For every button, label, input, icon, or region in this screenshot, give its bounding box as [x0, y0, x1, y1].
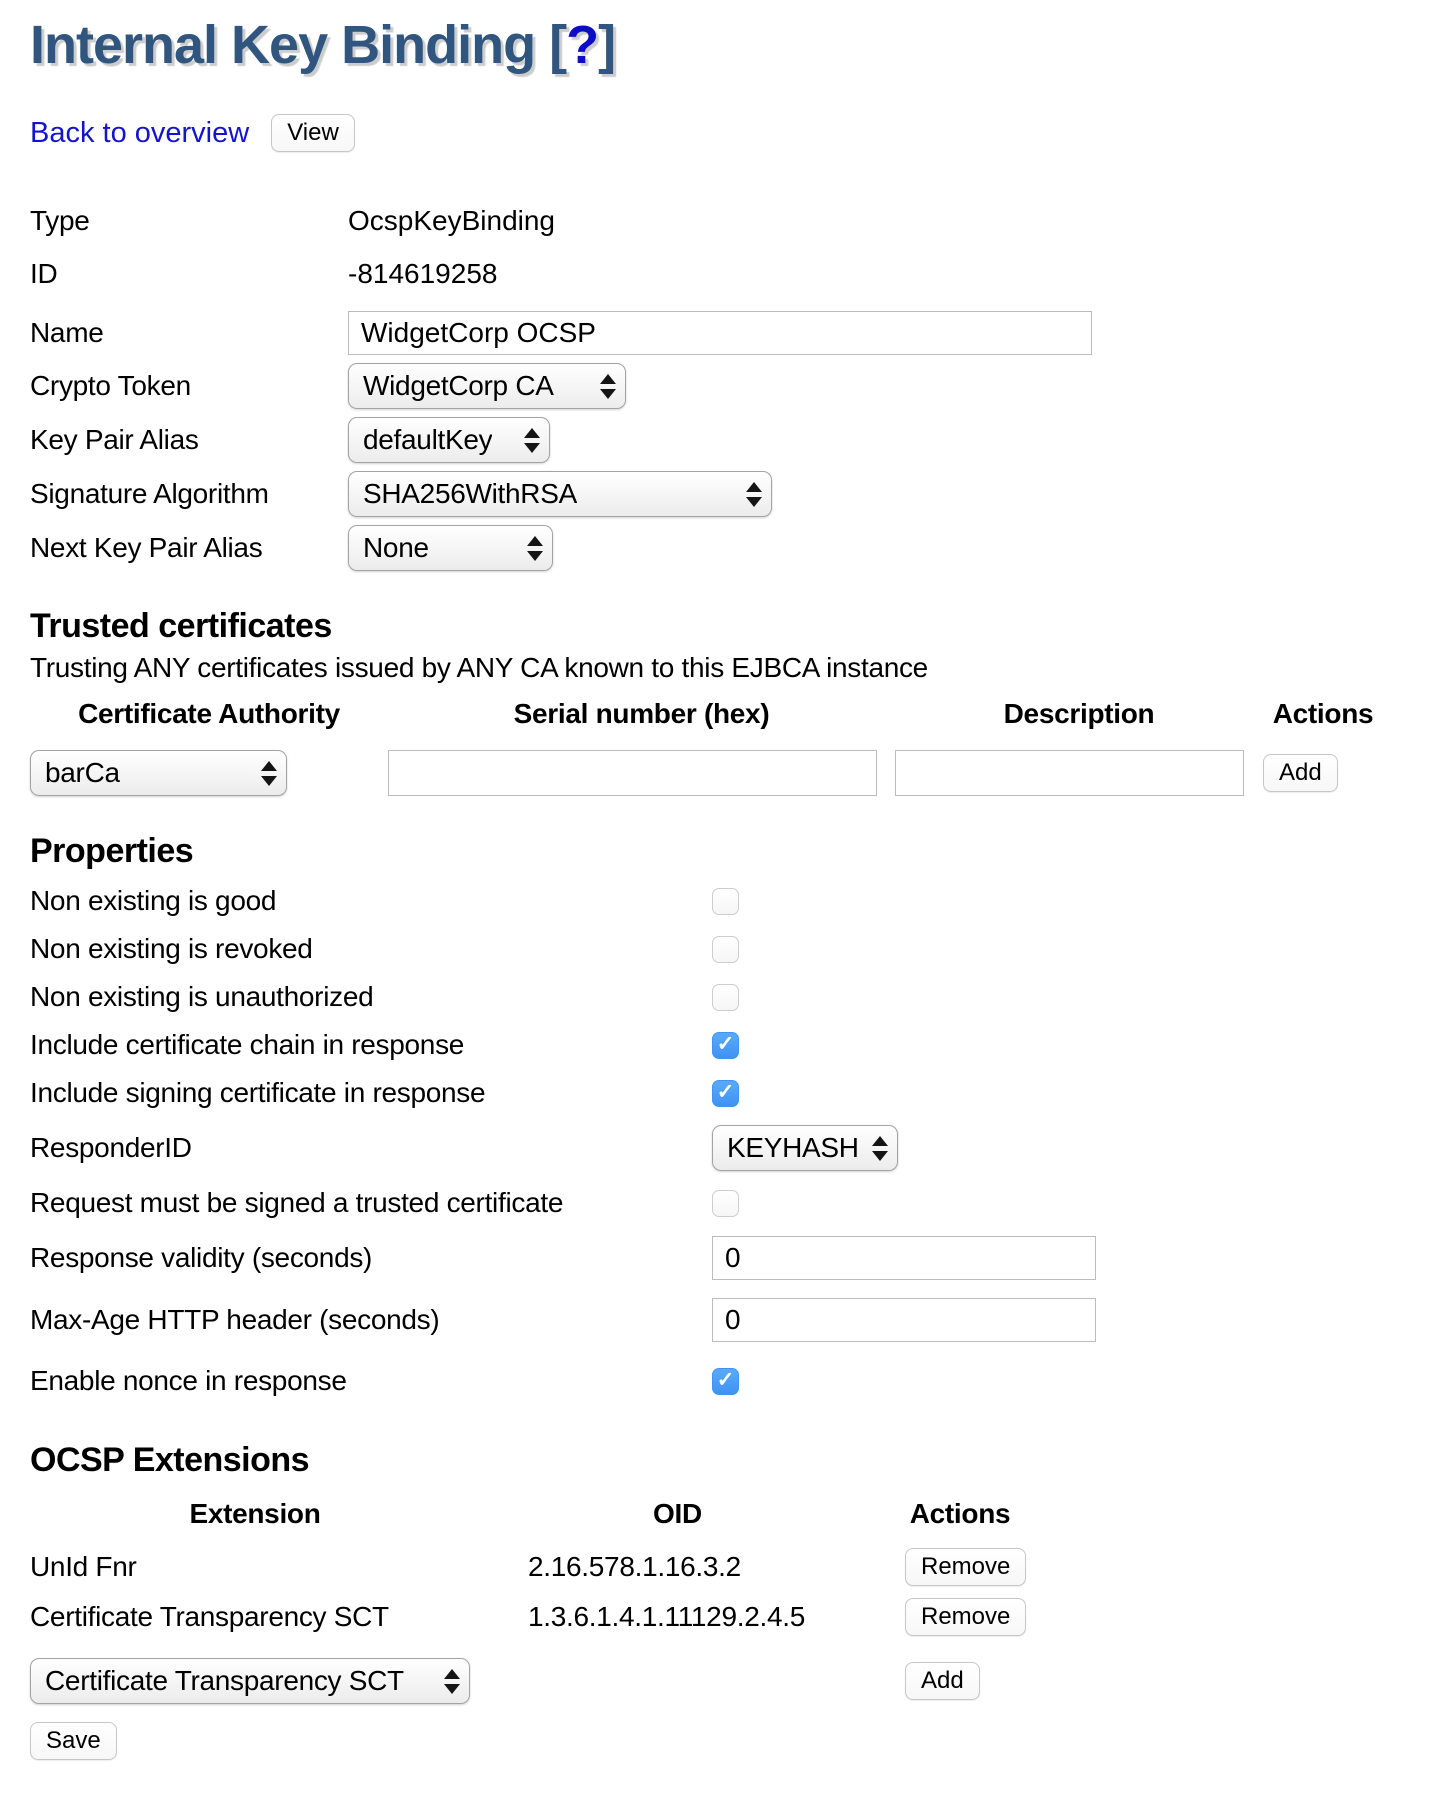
ocsp-extensions-table-header: [30, 1498, 1452, 1530]
name-input[interactable]: [348, 311, 1092, 355]
non-existing-good-checkbox[interactable]: [712, 888, 739, 915]
next-key-pair-alias-label: Next Key Pair Alias: [30, 532, 263, 563]
max-age-input[interactable]: [712, 1298, 1096, 1342]
next-key-pair-alias-select[interactable]: [348, 525, 553, 571]
select-arrows-icon: [524, 428, 540, 453]
trusted-certificates-heading: Trusted certificates: [30, 607, 332, 645]
add-extension-button[interactable]: Add: [905, 1662, 980, 1700]
crypto-token-row: [30, 363, 1452, 409]
key-pair-alias-row: [30, 417, 1452, 463]
help-bracket-close: ]: [598, 15, 616, 75]
include-chain-checkbox[interactable]: [712, 1032, 739, 1059]
col-description: Description: [1003, 698, 1155, 729]
help-brackets: [549, 15, 615, 75]
description-cell: [895, 750, 1263, 796]
max-age-label: Max-Age HTTP header (seconds): [30, 1304, 440, 1335]
key-binding-details: [30, 198, 1452, 571]
certificate-authority-select[interactable]: [30, 750, 287, 796]
property-row: [30, 1227, 1452, 1289]
ocsp-extension-add-row: [30, 1656, 1452, 1706]
extension-name: UnId Fnr: [30, 1551, 137, 1582]
trusted-certificates-note: Trusting ANY certificates issued by ANY CA known to this EJBCA instance: [30, 652, 928, 683]
crypto-token-select[interactable]: [348, 363, 626, 409]
view-button[interactable]: View: [271, 114, 355, 152]
trusted-certificate-add-row: [30, 750, 1452, 796]
select-arrows-icon: [444, 1669, 460, 1694]
type-row: [30, 198, 1452, 243]
enable-nonce-label: Enable nonce in response: [30, 1365, 347, 1396]
key-pair-alias-label: Key Pair Alias: [30, 424, 199, 455]
non-existing-revoked-checkbox[interactable]: [712, 936, 739, 963]
property-row: [30, 1117, 1452, 1179]
ocsp-extensions-heading: OCSP Extensions: [30, 1441, 310, 1479]
signature-algorithm-select-value: SHA256WithRSA: [363, 478, 577, 509]
property-row: [30, 1069, 1452, 1117]
actions-cell: [1263, 754, 1383, 792]
property-row: [30, 1021, 1452, 1069]
description-input[interactable]: [895, 750, 1244, 796]
col-certificate-authority: Certificate Authority: [78, 698, 340, 729]
save-button[interactable]: Save: [30, 1722, 117, 1760]
ocsp-extension-row: [30, 1542, 1452, 1592]
next-key-pair-alias-select-value: None: [363, 532, 429, 563]
col-extension: Extension: [189, 1498, 321, 1529]
certificate-authority-cell: [30, 750, 388, 796]
properties-list: [30, 877, 1452, 1405]
col-oid: OID: [653, 1498, 702, 1529]
non-existing-unauthorized-checkbox[interactable]: [712, 984, 739, 1011]
response-validity-label: Response validity (seconds): [30, 1242, 373, 1273]
page-title: [30, 14, 1452, 76]
col-actions: Actions: [1272, 698, 1374, 729]
enable-nonce-checkbox[interactable]: [712, 1368, 739, 1395]
type-label: Type: [30, 204, 90, 236]
id-value: -814619258: [348, 257, 498, 289]
key-pair-alias-select[interactable]: [348, 417, 550, 463]
responder-id-select[interactable]: [712, 1125, 898, 1171]
id-label: ID: [30, 257, 58, 289]
responder-id-label: ResponderID: [30, 1132, 192, 1163]
require-signed-request-checkbox[interactable]: [712, 1190, 739, 1217]
extension-actions-cell: [875, 1548, 1045, 1586]
property-row: [30, 1289, 1452, 1351]
select-arrows-icon: [261, 761, 277, 786]
properties-heading: Properties: [30, 832, 194, 870]
property-row: [30, 1179, 1452, 1227]
extension-actions-cell: [875, 1662, 1045, 1700]
extension-oid: 2.16.578.1.16.3.2: [528, 1551, 741, 1582]
help-link[interactable]: ?: [566, 15, 599, 75]
trusted-certificates-table-header: [30, 698, 1452, 730]
crypto-token-label: Crypto Token: [30, 370, 191, 401]
help-bracket-open: [: [549, 15, 567, 75]
remove-extension-button[interactable]: Remove: [905, 1598, 1026, 1636]
signature-algorithm-label: Signature Algorithm: [30, 478, 269, 509]
col-serial-number: Serial number (hex): [513, 698, 770, 729]
back-to-overview-link[interactable]: Back to overview: [30, 116, 250, 149]
include-signing-cert-label: Include signing certificate in response: [30, 1077, 486, 1108]
name-label: Name: [30, 316, 104, 348]
non-existing-good-label: Non existing is good: [30, 885, 277, 916]
require-signed-request-label: Request must be signed a trusted certificate: [30, 1187, 564, 1218]
extension-select-cell: [30, 1658, 480, 1704]
col-extension-actions: Actions: [909, 1498, 1011, 1529]
page-title-text: Internal Key Binding: [30, 15, 536, 75]
serial-number-cell: [388, 750, 895, 796]
remove-extension-button[interactable]: Remove: [905, 1548, 1026, 1586]
serial-number-input[interactable]: [388, 750, 877, 796]
certificate-authority-select-value: barCa: [45, 757, 120, 788]
property-row: [30, 877, 1452, 925]
signature-algorithm-select[interactable]: [348, 471, 772, 517]
name-row: [30, 310, 1452, 355]
extension-select-value: Certificate Transparency SCT: [45, 1665, 404, 1696]
property-row: [30, 1357, 1452, 1405]
id-row: [30, 251, 1452, 296]
extension-actions-cell: [875, 1598, 1045, 1636]
property-row: [30, 925, 1452, 973]
response-validity-input[interactable]: [712, 1236, 1096, 1280]
key-pair-alias-select-value: defaultKey: [363, 424, 493, 455]
extension-oid: 1.3.6.1.4.1.11129.2.4.5: [528, 1601, 805, 1632]
ocsp-extension-row: [30, 1592, 1452, 1642]
select-arrows-icon: [872, 1136, 888, 1161]
crypto-token-select-value: WidgetCorp CA: [363, 370, 554, 401]
save-row: [30, 1722, 1452, 1760]
responder-id-select-value: KEYHASH: [727, 1132, 859, 1163]
non-existing-revoked-label: Non existing is revoked: [30, 933, 313, 964]
non-existing-unauthorized-label: Non existing is unauthorized: [30, 981, 374, 1012]
nav-row: [30, 114, 1452, 152]
select-arrows-icon: [600, 374, 616, 399]
property-row: [30, 973, 1452, 1021]
select-arrows-icon: [746, 482, 762, 507]
signature-algorithm-row: [30, 471, 1452, 517]
extension-name: Certificate Transparency SCT: [30, 1601, 389, 1632]
add-trusted-certificate-button[interactable]: Add: [1263, 754, 1338, 792]
extension-select[interactable]: [30, 1658, 470, 1704]
next-key-pair-alias-row: [30, 525, 1452, 571]
include-signing-cert-checkbox[interactable]: [712, 1080, 739, 1107]
select-arrows-icon: [527, 536, 543, 561]
include-chain-label: Include certificate chain in response: [30, 1029, 465, 1060]
type-value: OcspKeyBinding: [348, 204, 556, 236]
